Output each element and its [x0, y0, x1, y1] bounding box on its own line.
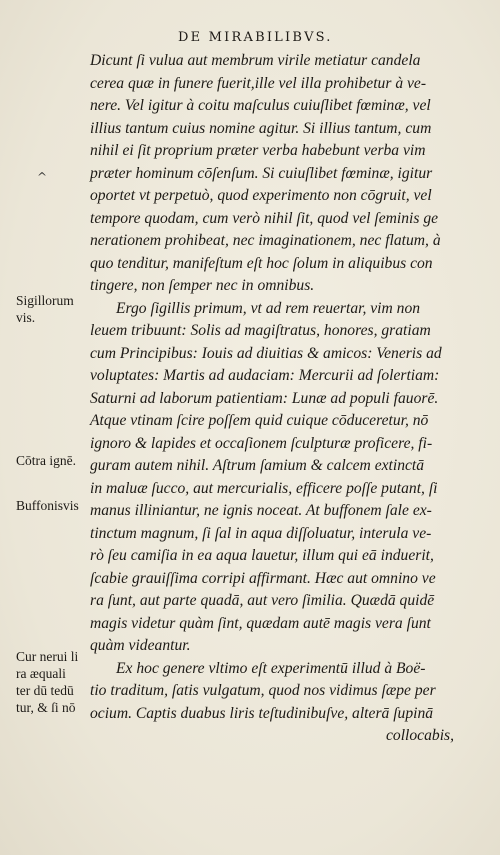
text-line: voluptates: Martis ad audaciam: Mercurii ad ſolertiam:: [90, 367, 440, 384]
main-text-block: [90, 50, 460, 748]
text-line: nerationem prohibeat, nec imaginationem, nec flatum, à: [90, 232, 441, 249]
text-line: ſcabie grauiſſima corripi affirmant. Hæc aut omnino ve: [90, 569, 436, 587]
margin-note-line: Cōtra ignē.: [16, 453, 76, 468]
margin-note-sigillorum: [16, 292, 90, 326]
text-line: Saturni ad laborum patientiam: Lunæ ad populi fauorē.: [90, 389, 439, 407]
margin-note-line: vis.: [16, 310, 36, 325]
text-line: ra ſunt, aut parte quadā, aut vero ſimilia. Quædā quidē: [90, 592, 435, 609]
margin-note-line: Sigillorum: [16, 293, 74, 308]
caret-mark: ^: [37, 170, 48, 184]
text-line: tingere, non ſemper nec in omnibus.: [90, 277, 315, 294]
text-line: Dicunt ſi vulua aut membrum virile metiatur candela: [90, 52, 421, 69]
text-line: tio traditum, ſatis vulgatum, quod nos vidimus ſæpe per: [90, 682, 436, 699]
catchword: collocabis,: [386, 727, 454, 744]
running-head: DE MIRABILIBVS.: [178, 30, 333, 45]
margin-note-cur-nerui: [16, 648, 90, 716]
text-line: præter hominum cōſenſum. Si cuiuſlibet fœminæ, igitur: [90, 164, 433, 182]
margin-note-line: tur, & ſi nō: [16, 700, 76, 715]
text-line: quàm videantur.: [90, 637, 191, 654]
text-line: oportet vt perpetuò, quod experimento non cōgruit, vel: [90, 187, 432, 204]
text-line: Atque vtinam ſcire poſſem quid cuique cōduceretur, nō: [90, 412, 429, 429]
paragraph-start-line: Ex hoc genere vltimo eſt experimentū illud à Boë-: [116, 659, 426, 677]
text-line: leuem tribuunt: Solis ad magiſtratus, honores, gratiam: [90, 322, 431, 339]
margin-note-cotra-igne: [16, 452, 90, 469]
margin-note-line: ra æquali: [16, 666, 66, 681]
margin-note-line: ter dū tedū: [16, 683, 74, 698]
text-line: in maluæ ſucco, aut mercurialis, efficere poſſe putant, ſi: [90, 479, 438, 497]
text-line: cum Principibus: Iouis ad diuitias & amicos: Veneris ad: [90, 344, 442, 362]
text-line: nihil ei ſit proprium præter verba habebunt verba vim: [90, 142, 426, 159]
text-line: nere. Vel igitur à coitu maſculus cuiuſlibet fœminæ, vel: [90, 97, 431, 114]
margin-note-line: Cur nerui li: [16, 649, 79, 664]
paragraph-start-line: Ergo ſigillis primum, vt ad rem reuertar, vim non: [116, 299, 421, 317]
text-line: tinctum magnum, ſi ſal in aqua diſſoluatur, interula ve-: [90, 524, 432, 542]
text-line: guram autem nihil. Aſtrum ſamium & calcem extinctā: [90, 457, 425, 474]
text-line: rò ſeu camiſia in ea aqua lauetur, illum qui eā induerit,: [90, 547, 434, 564]
text-line: ignoro & lapides et occaſionem ſculpturæ proficere, fi-: [90, 434, 433, 452]
text-line: cerea quæ in funere fuerit,ille vel illa prohibetur à ve-: [90, 74, 427, 92]
text-line: illius tantum cuius nomine agitur. Si illius tantum, cum: [90, 119, 432, 137]
text-line: tempore quodam, cum verò nihil ſit, quod vel ſeminis ge: [90, 209, 439, 227]
text-line: manus illiniantur, ne ignis noceat. At buffonem ſale ex-: [90, 502, 432, 519]
margin-note-buffonisvis: [16, 497, 90, 514]
text-line: magis videtur quàm ſint, quædam autē magis vera ſunt: [90, 614, 431, 632]
text-line: ocium. Captis duabus liris teſtudinibuſve, alterā ſupinā: [90, 704, 434, 722]
text-line: quo tenditur, manifeſtum eſt hoc ſolum in aliquibus con: [90, 254, 433, 272]
margin-note-line: Buffonisvis: [16, 498, 79, 513]
